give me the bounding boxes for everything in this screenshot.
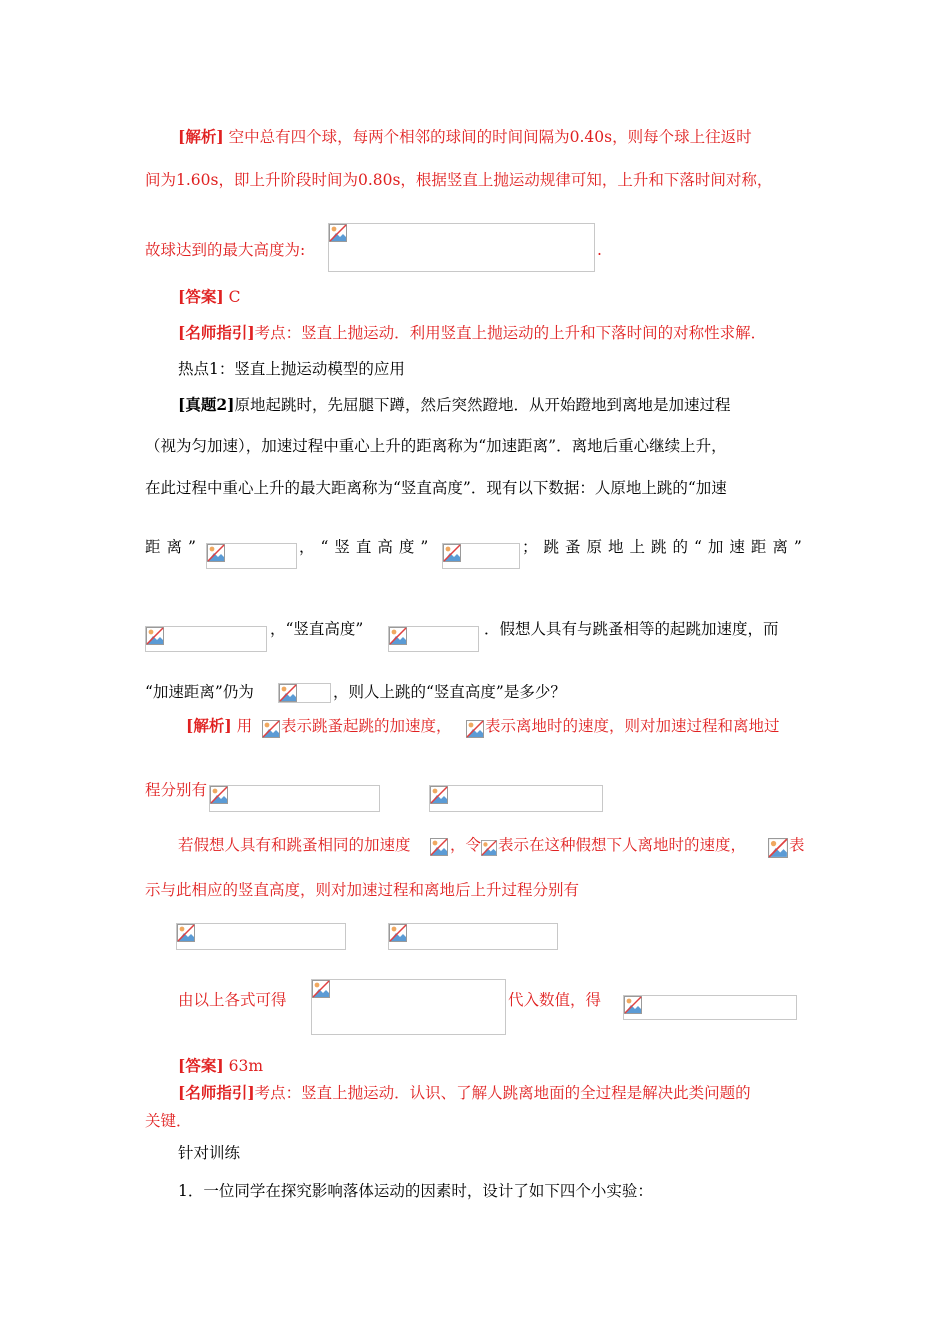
answer-line: [答案] 63m	[178, 1056, 264, 1075]
analysis-line-1: [解析] 空中总有四个球，每两个相邻的球间的时间间隔为0.40s，则每个球上往返时	[178, 127, 752, 146]
answer-line: [答案] C	[178, 287, 241, 306]
formula-image	[328, 223, 595, 272]
problem-line-2: （视为匀加速），加速过程中重心上升的距离称为“加速距离”．离地后重心继续上升，	[145, 437, 727, 455]
broken-image-icon	[768, 838, 788, 858]
formula-image	[442, 543, 520, 569]
formula-image	[278, 683, 331, 703]
formula-image	[466, 720, 484, 738]
formula-image	[262, 720, 280, 738]
broken-image-icon	[279, 684, 297, 702]
problem-line-3: 在此过程中重心上升的最大距离称为“竖直高度”．现有以下数据：人原地上跳的“加速	[145, 479, 727, 497]
broken-image-icon	[177, 924, 195, 942]
solution-line-1: [解析] 用	[186, 716, 253, 735]
broken-image-icon	[389, 627, 407, 645]
formula-image	[145, 626, 267, 652]
formula-image	[481, 840, 497, 856]
formula-image	[768, 838, 788, 858]
section-heading: 针对训练	[178, 1144, 241, 1162]
formula-image	[430, 838, 448, 856]
broken-image-icon	[262, 720, 280, 738]
formula-image	[623, 995, 797, 1020]
formula-image	[311, 979, 506, 1035]
teacher-tip: [名师指引]考点：竖直上抛运动．利用竖直上抛运动的上升和下落时间的对称性求解．	[178, 323, 767, 342]
hotspot-heading: 热点1：竖直上抛运动模型的应用	[178, 360, 405, 378]
broken-image-icon	[146, 627, 164, 645]
formula-image	[388, 923, 558, 950]
problem-line-1: [真题2]原地起跳时，先屈腿下蹲，然后突然蹬地．从开始蹬地到离地是加速过程	[178, 395, 731, 414]
analysis-line-3: 故球达到的最大高度为:	[145, 241, 306, 259]
formula-image	[209, 785, 380, 812]
broken-image-icon	[329, 224, 347, 242]
broken-image-icon	[481, 840, 497, 856]
broken-image-icon	[443, 544, 461, 562]
broken-image-icon	[466, 720, 484, 738]
analysis-tag: [解析]	[178, 127, 224, 146]
broken-image-icon	[207, 544, 225, 562]
teacher-tip: [名师指引]考点：竖直上抛运动．认识、了解人跳离地面的全过程是解决此类问题的	[178, 1083, 751, 1102]
formula-image	[176, 923, 346, 950]
broken-image-icon	[624, 996, 642, 1014]
broken-image-icon	[389, 924, 407, 942]
broken-image-icon	[312, 980, 330, 998]
question-1: 1．一位同学在探究影响落体运动的因素时，设计了如下四个小实验：	[178, 1182, 653, 1200]
broken-image-icon	[210, 786, 228, 804]
formula-image	[388, 626, 479, 652]
formula-image	[429, 785, 603, 812]
formula-image	[206, 543, 297, 569]
analysis-line-2: 间为1.60s，即上升阶段时间为0.80s，根据竖直上抛运动规律可知，上升和下落时间对称，	[145, 171, 773, 189]
broken-image-icon	[430, 838, 448, 856]
broken-image-icon	[430, 786, 448, 804]
